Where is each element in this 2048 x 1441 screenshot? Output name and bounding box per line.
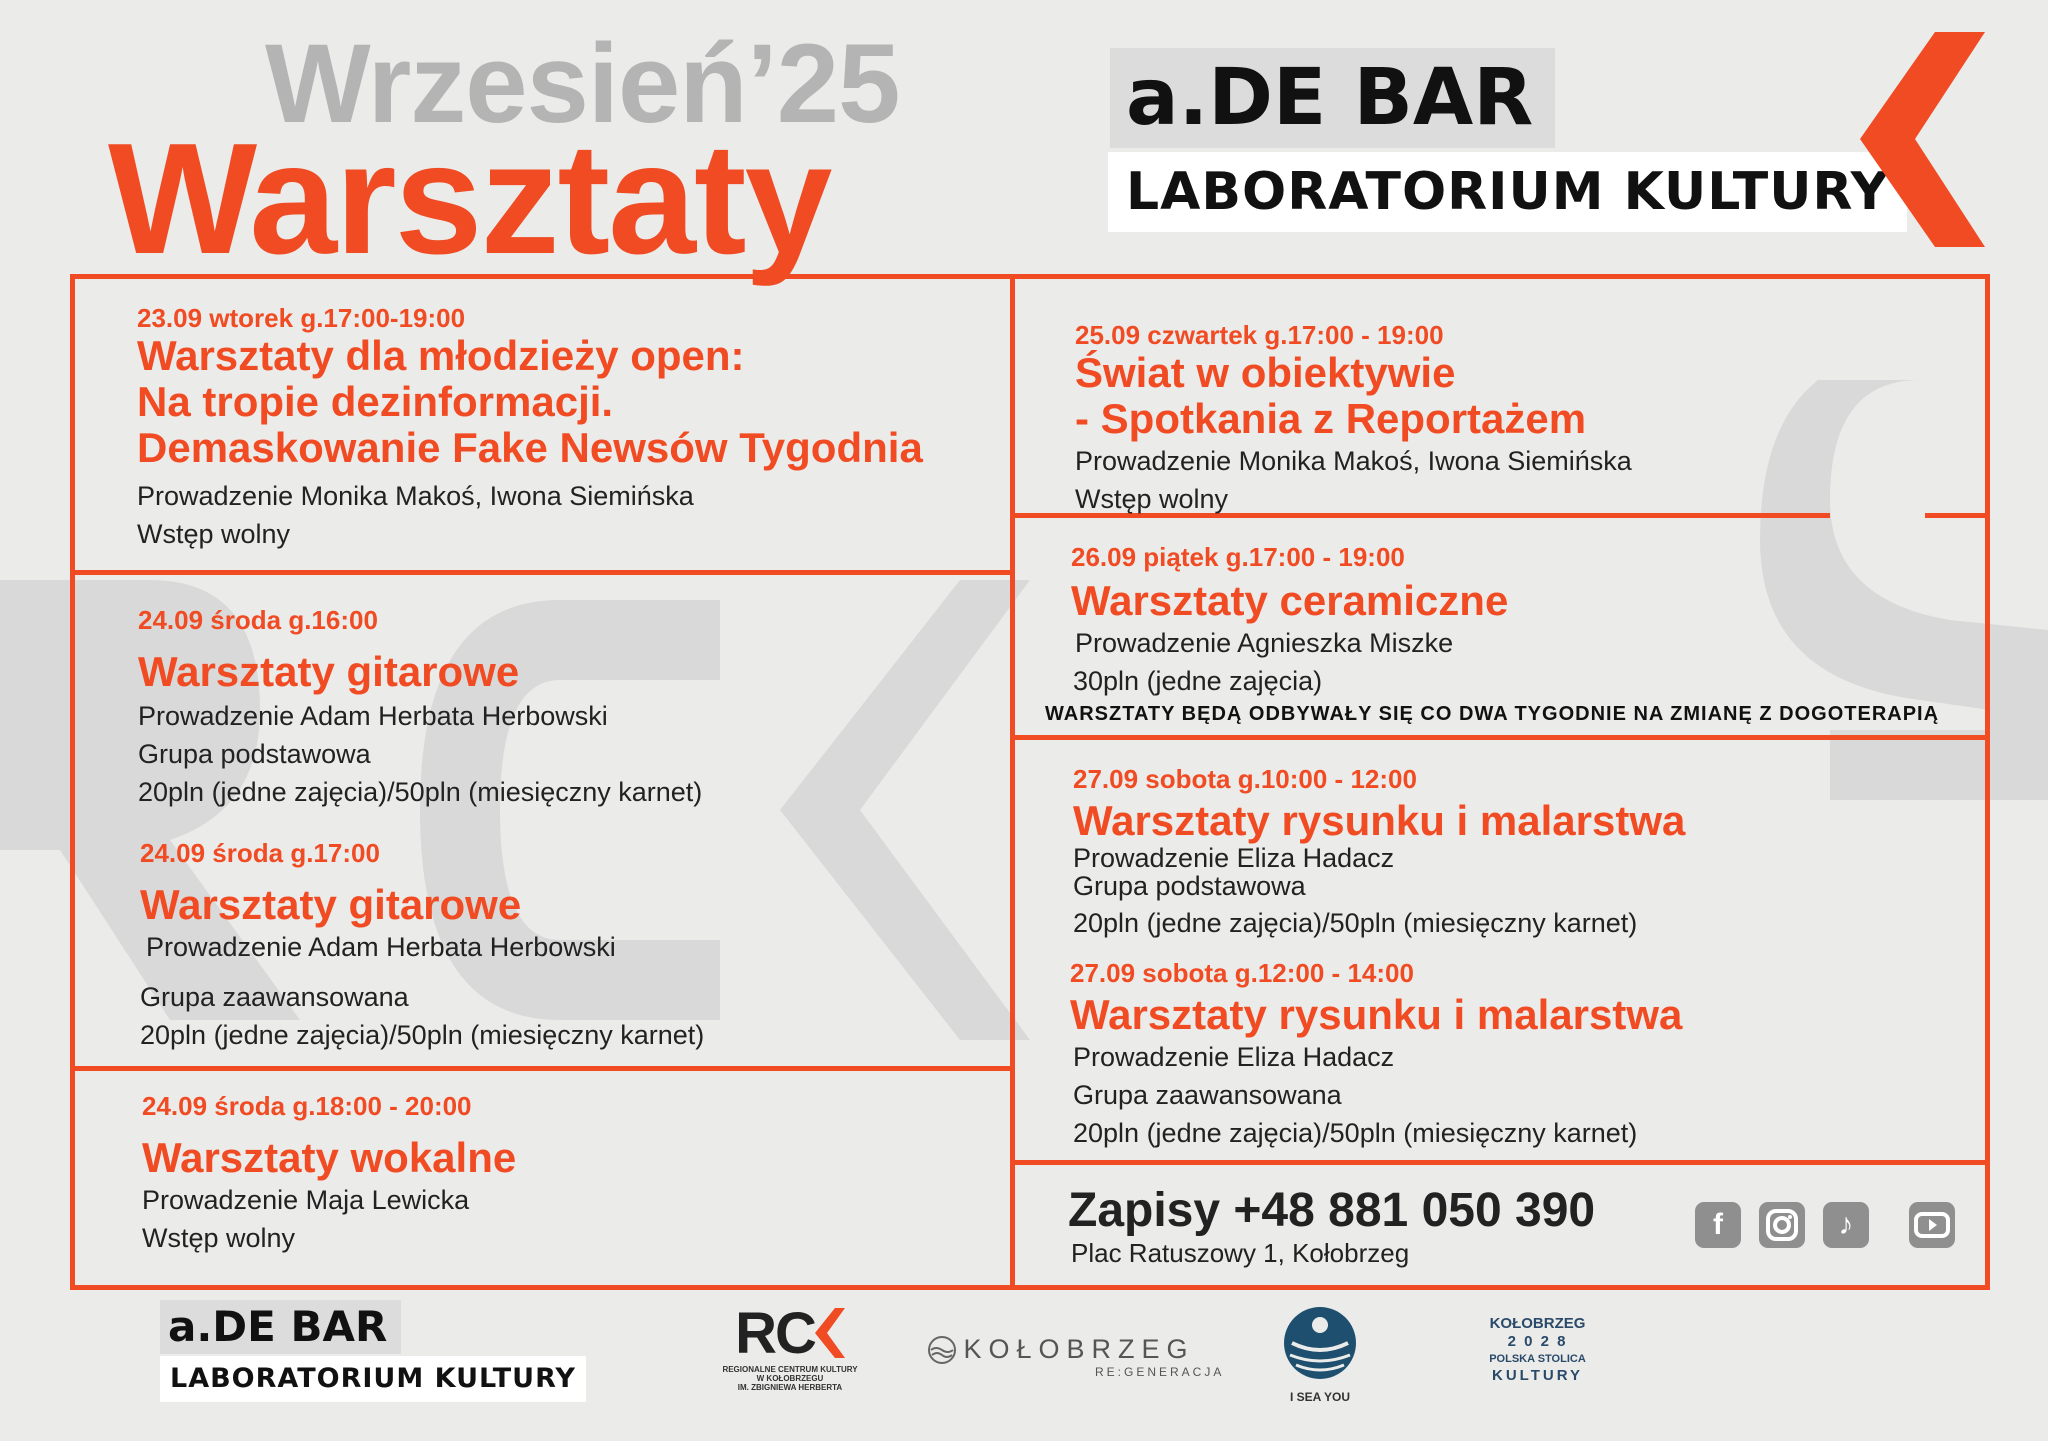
- left-divider-1: [70, 570, 1015, 575]
- event-info: Wstęp wolny: [137, 519, 291, 549]
- event-title-line: Warsztaty gitarowe: [140, 881, 522, 928]
- isea-emblem-icon: [1282, 1305, 1358, 1381]
- sponsor-logo-line1: a.DE BAR: [160, 1300, 401, 1354]
- event-date: 23.09 wtorek g.17:00-19:00: [137, 303, 466, 333]
- event-5: [1071, 542, 1508, 700]
- event-title-line: Demaskowanie Fake Newsów Tygodnia: [137, 424, 923, 471]
- chevron-logo-icon: [1860, 32, 1985, 247]
- event-info: [140, 966, 704, 978]
- event-info: Grupa podstawowa: [138, 739, 371, 769]
- event-date: 25.09 czwartek g.17:00 - 19:00: [1075, 320, 1444, 350]
- rck-mark: RC: [735, 1300, 815, 1366]
- event-info: 20pln (jedne zajęcia)/50pln (miesięczny karnet): [138, 777, 703, 807]
- column-divider: [1010, 274, 1015, 1290]
- youtube-icon[interactable]: [1909, 1202, 1955, 1248]
- sponsor-adebar-logo: [160, 1300, 586, 1402]
- event-title-line: Warsztaty gitarowe: [138, 648, 520, 695]
- month-heading: Wrzesień’25: [265, 21, 900, 146]
- left-divider-2: [70, 1066, 1015, 1071]
- wave-icon: [925, 1335, 959, 1365]
- right-divider-2: [1015, 735, 1990, 740]
- event-info: 20pln (jedne zajęcia)/50pln (miesięczny karnet): [140, 1020, 705, 1050]
- event-info: Prowadzenie Monika Makoś, Iwona Siemińska: [137, 481, 694, 511]
- facebook-icon[interactable]: f: [1695, 1202, 1741, 1248]
- instagram-icon[interactable]: [1759, 1202, 1805, 1248]
- event-date: 24.09 środa g.18:00 - 20:00: [142, 1091, 472, 1121]
- event-1: [138, 605, 702, 811]
- event-title-line: Warsztaty rysunku i malarstwa: [1070, 991, 1683, 1038]
- right-divider-1b: [1925, 513, 1990, 518]
- event-7: [1070, 958, 1682, 1152]
- event-title-line: Na tropie dezinformacji.: [137, 378, 614, 425]
- event-info: Prowadzenie Monika Makoś, Iwona Siemińska: [1075, 446, 1632, 476]
- rck-text-line: W KOŁOBRZEGU: [756, 1374, 824, 1383]
- kolobrzeg-sub: RE:GENERACJA: [1095, 1365, 1225, 1379]
- sponsor-kolobrzeg-logo: [925, 1334, 1224, 1379]
- event-info: Wstęp wolny: [1075, 484, 1229, 514]
- event-info: Wstęp wolny: [142, 1223, 296, 1253]
- signup-phone: Zapisy +48 881 050 390: [1068, 1184, 1596, 1237]
- event-info: Prowadzenie Agnieszka Miszke: [1075, 628, 1454, 658]
- k2028-line: KULTURY: [1492, 1367, 1583, 1384]
- event-title-line: - Spotkania z Reportażem: [1075, 395, 1587, 442]
- event-info: Grupa podstawowa: [1073, 871, 1306, 901]
- tiktok-icon[interactable]: ♪: [1823, 1202, 1869, 1248]
- sponsor-isea-logo: [1280, 1305, 1360, 1404]
- event-0: [137, 303, 923, 553]
- schedule-note: WARSZTATY BĘDĄ ODBYWAŁY SIĘ CO DWA TYGODNIE NA ZMIANĘ Z DOGOTERAPIĄ: [1045, 703, 1940, 725]
- logo-line1: a.DE BAR: [1110, 48, 1555, 148]
- sponsor-rck-logo: [720, 1300, 860, 1392]
- address: Plac Ratuszowy 1, Kołobrzeg: [1071, 1238, 1410, 1268]
- event-info: 20pln (jedne zajęcia)/50pln (miesięczny karnet): [1073, 1118, 1638, 1148]
- page-title: Warsztaty: [108, 111, 831, 287]
- kolobrzeg-name: KOŁOBRZEG: [963, 1334, 1195, 1364]
- event-info: Prowadzenie Adam Herbata Herbowski: [146, 932, 616, 962]
- event-title-line: Warsztaty rysunku i malarstwa: [1073, 797, 1686, 844]
- sponsor-kolobrzeg2028-logo: [1465, 1315, 1610, 1385]
- sponsor-logo-line2: LABORATORIUM KULTURY: [160, 1356, 586, 1402]
- event-4: [1075, 320, 1632, 518]
- event-title-line: Warsztaty wokalne: [142, 1134, 517, 1181]
- event-info: Prowadzenie Eliza Hadacz: [1073, 843, 1395, 873]
- event-title-line: Warsztaty dla młodzieży open:: [137, 332, 745, 379]
- event-info: Prowadzenie Maja Lewicka: [142, 1185, 470, 1215]
- event-title-line: Świat w obiektywie: [1075, 349, 1456, 396]
- event-info: Grupa zaawansowana: [1073, 1080, 1342, 1110]
- k2028-line: POLSKA STOLICA: [1489, 1353, 1586, 1365]
- event-date: 27.09 sobota g.10:00 - 12:00: [1073, 764, 1417, 794]
- event-3: [142, 1091, 516, 1257]
- event-info: 20pln (jedne zajęcia)/50pln (miesięczny karnet): [1073, 908, 1638, 938]
- event-title-line: Warsztaty ceramiczne: [1071, 577, 1509, 624]
- event-info: Prowadzenie Eliza Hadacz: [1073, 1042, 1395, 1072]
- event-6: [1073, 764, 1685, 942]
- event-date: 24.09 środa g.17:00: [140, 838, 380, 868]
- k2028-line: 2 0 2 8: [1507, 1333, 1568, 1350]
- rck-text-line: IM. ZBIGNIEWA HERBERTA: [737, 1383, 843, 1392]
- event-2: [140, 838, 704, 1054]
- adebar-logo: [1110, 48, 1907, 232]
- isea-text: I SEA YOU: [1289, 1390, 1351, 1404]
- right-divider-3: [1015, 1160, 1990, 1165]
- event-info: Grupa zaawansowana: [140, 982, 409, 1012]
- rck-text-line: REGIONALNE CENTRUM KULTURY: [722, 1365, 858, 1374]
- k2028-line: KOŁOBRZEG: [1489, 1315, 1586, 1332]
- event-info: Prowadzenie Adam Herbata Herbowski: [138, 701, 608, 731]
- event-date: 27.09 sobota g.12:00 - 14:00: [1070, 958, 1414, 988]
- event-date: 24.09 środa g.16:00: [138, 605, 378, 635]
- event-info: 30pln (jedne zajęcia): [1073, 666, 1323, 696]
- event-date: 26.09 piątek g.17:00 - 19:00: [1071, 542, 1405, 572]
- rck-chevron-icon: [815, 1308, 845, 1358]
- logo-line2: LABORATORIUM KULTURY: [1108, 152, 1907, 232]
